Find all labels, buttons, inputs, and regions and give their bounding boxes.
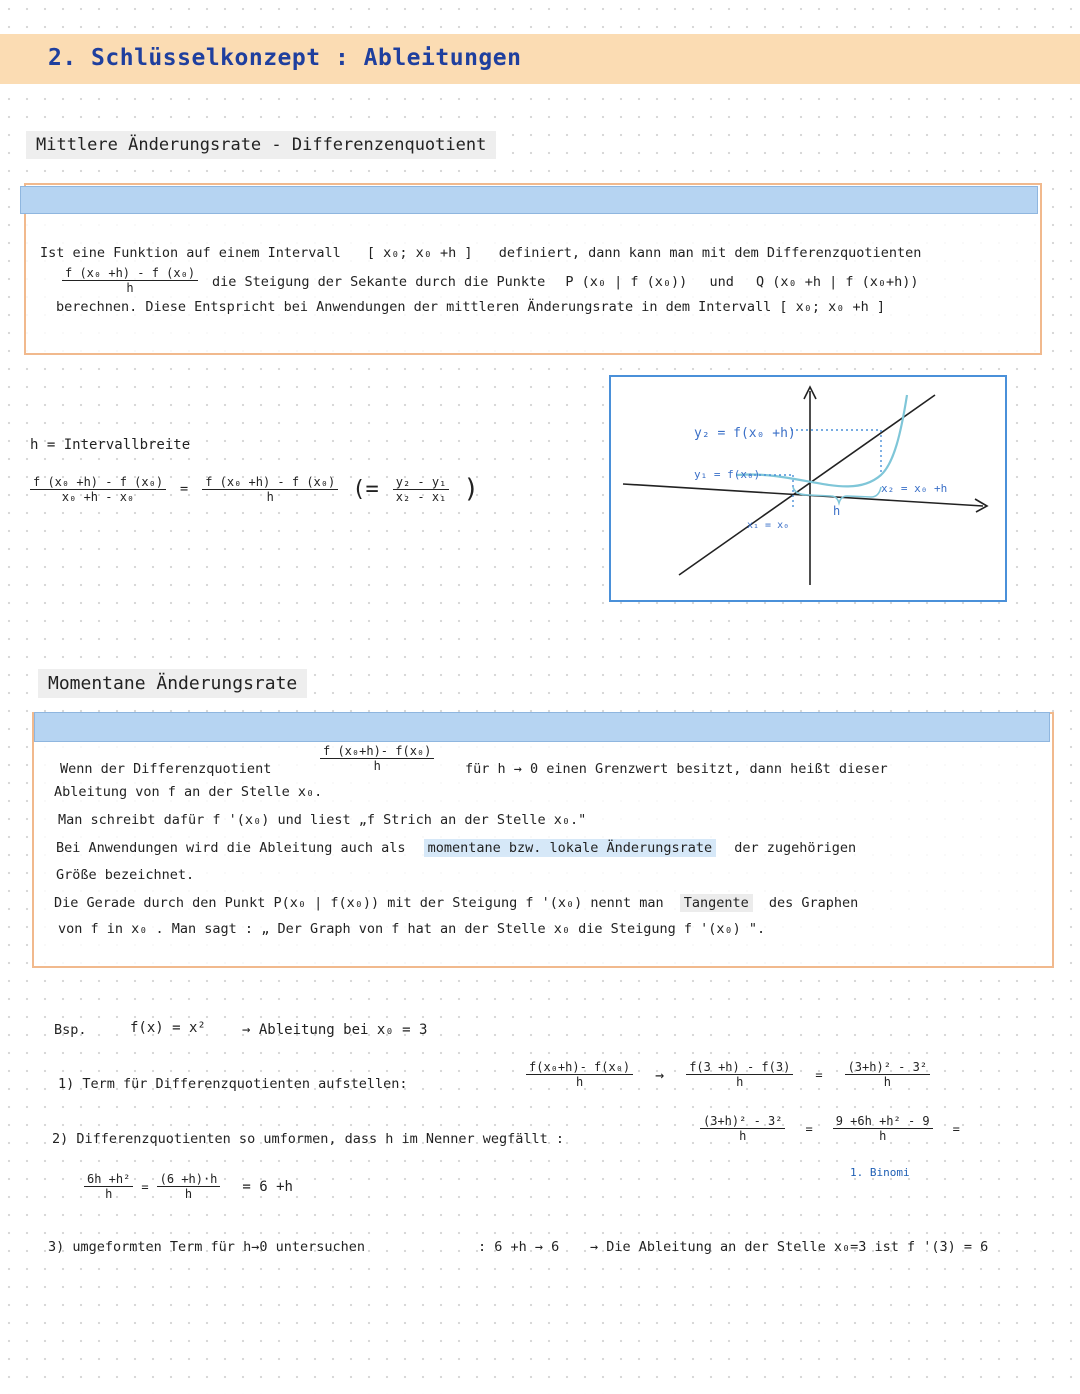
difference-quotient-formula: $\frac{\text{f (x₀ +h) - f (x₀)}}{\text{x₀ +h - x₀}}$ = $\frac{\text{f (x₀ +h) - f (x₀)}}{h}$ (= $\frac{\text{y₂ - y₁}}{\text{x₂ - x₁}}$ ) [30, 474, 479, 504]
step3-conclusion: → Die Ableitung an der Stelle x₀=3 ist f '(3) = 6 [590, 1239, 989, 1255]
y1-label: y₁ = f(x₀) [694, 468, 761, 481]
highlight-tangente: Tangente [680, 894, 753, 912]
step3-text: 3) umgeformten Term für h→0 untersuchen [48, 1239, 365, 1255]
def2-line1c: Ableitung von f an der Stelle x₀. [54, 784, 323, 800]
def1-quotient: $\frac{\text{f (x₀ +h) - f (x₀)}}{h}$ [62, 266, 198, 295]
definition-box-band-2 [34, 712, 1050, 742]
h-definition: h = Intervallbreite [30, 437, 191, 453]
section-heading-mittlere: Mittlere Änderungsrate - Differenzenquotient [26, 131, 496, 159]
step2-continued: $\frac{\text{6h +h²}}{h}$ = $\frac{(6 +h)\cdot h}{h}$ = 6 +h [84, 1172, 293, 1201]
step1-formula: $\frac{\text{f(x₀+h)- f(x₀)}}{h}$ → $\frac{f(3 +h) - f(3)}{h}$ = $\frac{\text{(3+h)² - 3²}}{h}$ [526, 1060, 930, 1089]
def2-line5: Die Gerade durch den Punkt P(x₀ | f(x₀)) mit der Steigung f '(x₀) nennt man Tangente des Graphen [54, 895, 859, 911]
def2-line3: Bei Anwendungen wird die Ableitung auch als momentane bzw. lokale Änderungsrate der zugehörigen [56, 840, 857, 856]
def2-line1b: für h → 0 einen Grenzwert besitzt, dann heißt dieser [465, 761, 888, 777]
definition-box-band [20, 186, 1038, 214]
highlight-momentane: momentane bzw. lokale Änderungsrate [424, 839, 716, 857]
def2-line6: von f in x₀ . Man sagt : „ Der Graph von f hat an der Stelle x₀ die Steigung f '(x₀) ". [58, 921, 766, 937]
def2-line2: Man schreibt dafür f '(x₀) und liest „f Strich an der Stelle x₀." [58, 812, 587, 828]
step2-formula: $\frac{\text{(3+h)² - 3²}}{h}$ = $\frac{\text{9 +6h +h² - 9}}{h}$ = [700, 1114, 960, 1143]
example-goal: → Ableitung bei x₀ = 3 [242, 1022, 428, 1038]
def1-line2: die Steigung der Sekante durch die Punkte P (x₀ | f (x₀)) und Q (x₀ +h | f (x₀+h)) [212, 274, 919, 290]
step3-result: : 6 +h → 6 [478, 1239, 560, 1255]
x1-label: x₁ = x₀ [747, 520, 790, 531]
x2-label: x₂ = x₀ +h [881, 482, 948, 495]
step1-text: 1) Term für Differenzquotienten aufstellen: [58, 1076, 408, 1092]
page-title: 2. Schlüsselkonzept : Ableitungen [48, 45, 522, 71]
def2-quotient: $\frac{\text{f (x₀+h)- f(x₀)}}{h}$ [320, 744, 434, 773]
def1-line1: Ist eine Funktion auf einem Intervall [ x₀; x₀ +h ] definiert, dann kann man mit dem Differenzquotienten [40, 245, 922, 261]
example-label: Bsp. [54, 1022, 87, 1038]
step2-text: 2) Differenzquotienten so umformen, dass h im Nenner wegfällt : [52, 1131, 565, 1147]
section-heading-momentane: Momentane Änderungsrate [38, 669, 307, 698]
example-function: f(x) = x² [130, 1020, 206, 1036]
def1-line3: berechnen. Diese Entspricht bei Anwendungen der mittleren Änderungsrate in dem Intervall [ x₀; x₀ +h ] [56, 299, 886, 315]
def2-line1a: Wenn der Differenzquotient [60, 761, 272, 777]
h-label: h [833, 504, 841, 518]
y2-label: y₂ = f(x₀ +h) [694, 426, 796, 441]
secant-graph [609, 375, 1007, 602]
binomi-note: 1. Binomi [850, 1166, 910, 1179]
def2-line4: Größe bezeichnet. [56, 867, 195, 883]
